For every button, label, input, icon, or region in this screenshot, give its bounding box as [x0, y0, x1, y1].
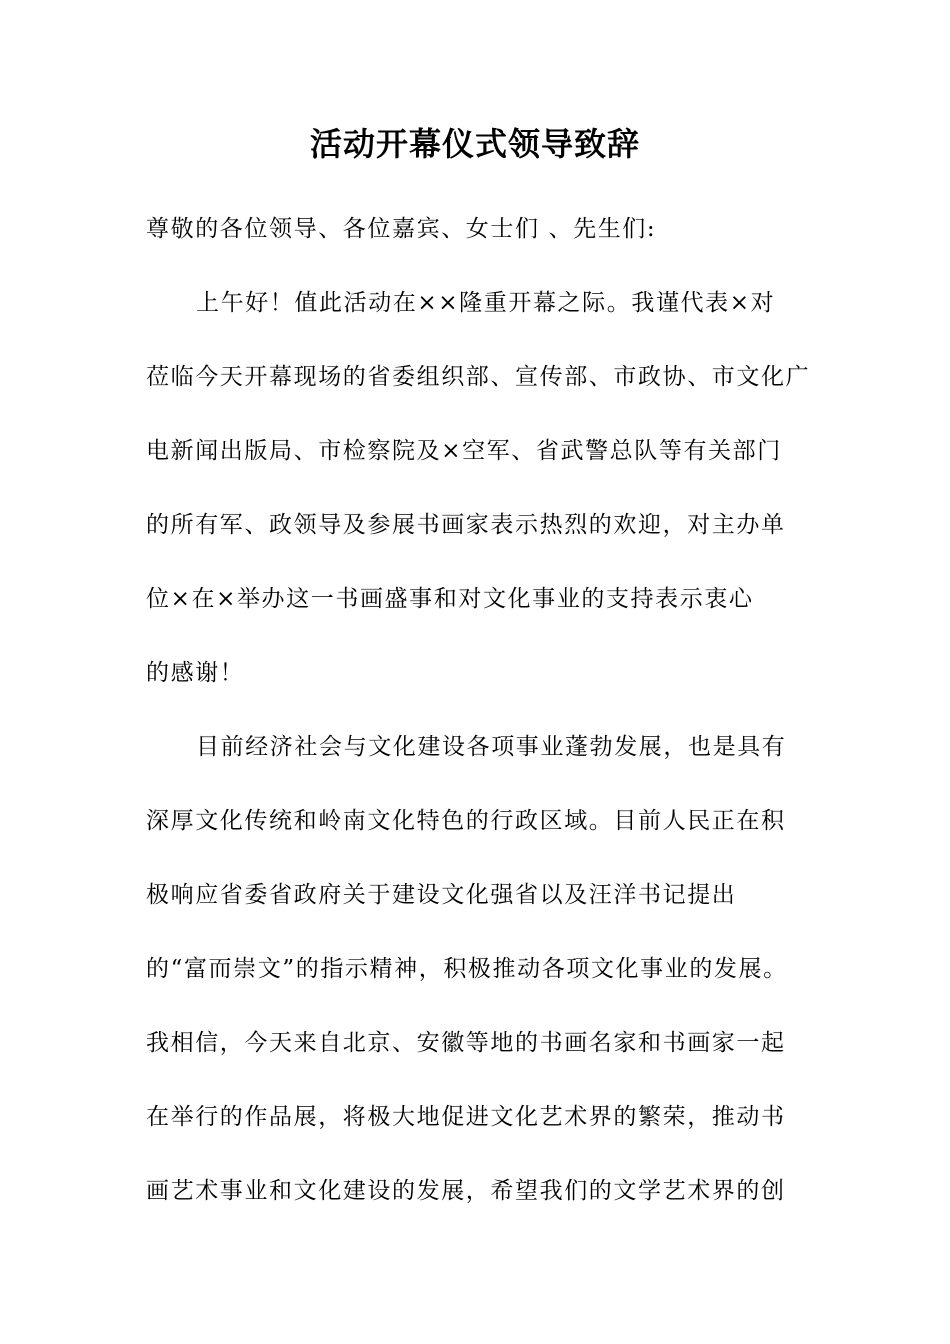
paragraph-2-line: 画艺术事业和文化建设的发展，希望我们的文学艺术界的创 — [146, 1178, 786, 1204]
paragraph-1-line: 上午好！值此活动在××隆重开幕之际。我谨代表×对 — [196, 290, 776, 316]
paragraph-1-line: 电新闻出版局、市检察院及×空军、省武警总队等有关部门 — [146, 438, 782, 464]
document-body — [146, 205, 826, 1241]
greeting-line: 尊敬的各位领导、各位嘉宾、女士们 、先生们: — [146, 216, 657, 242]
paragraph-2-line: 的“富而崇文”的指示精神，积极推动各项文化事业的发展。 — [146, 956, 788, 982]
paragraph-2-line: 深厚文化传统和岭南文化特色的行政区域。目前人民正在积 — [146, 808, 786, 834]
paragraph-1-line: 的感谢！ — [146, 660, 245, 686]
paragraph-2-line: 我相信，今天来自北京、安徽等地的书画名家和书画家一起 — [146, 1030, 786, 1056]
paragraph-1-line: 莅临今天开幕现场的省委组织部、宣传部、市政协、市文化广 — [146, 364, 811, 390]
paragraph-1-line: 位×在×举办这一书画盛事和对文化事业的支持表示衷心 — [146, 586, 754, 612]
paragraph-1-line: 的所有军、政领导及参展书画家表示热烈的欢迎，对主办单 — [146, 512, 786, 538]
document-title: 活动开幕仪式领导致辞 — [309, 125, 640, 163]
paragraph-2-line: 极响应省委省政府关于建设文化强省以及汪洋书记提出 — [146, 882, 737, 908]
paragraph-2-line: 在举行的作品展，将极大地促进文化艺术界的繁荣，推动书 — [146, 1104, 786, 1130]
paragraph-2-line: 目前经济社会与文化建设各项事业蓬勃发展，也是具有 — [196, 734, 787, 760]
